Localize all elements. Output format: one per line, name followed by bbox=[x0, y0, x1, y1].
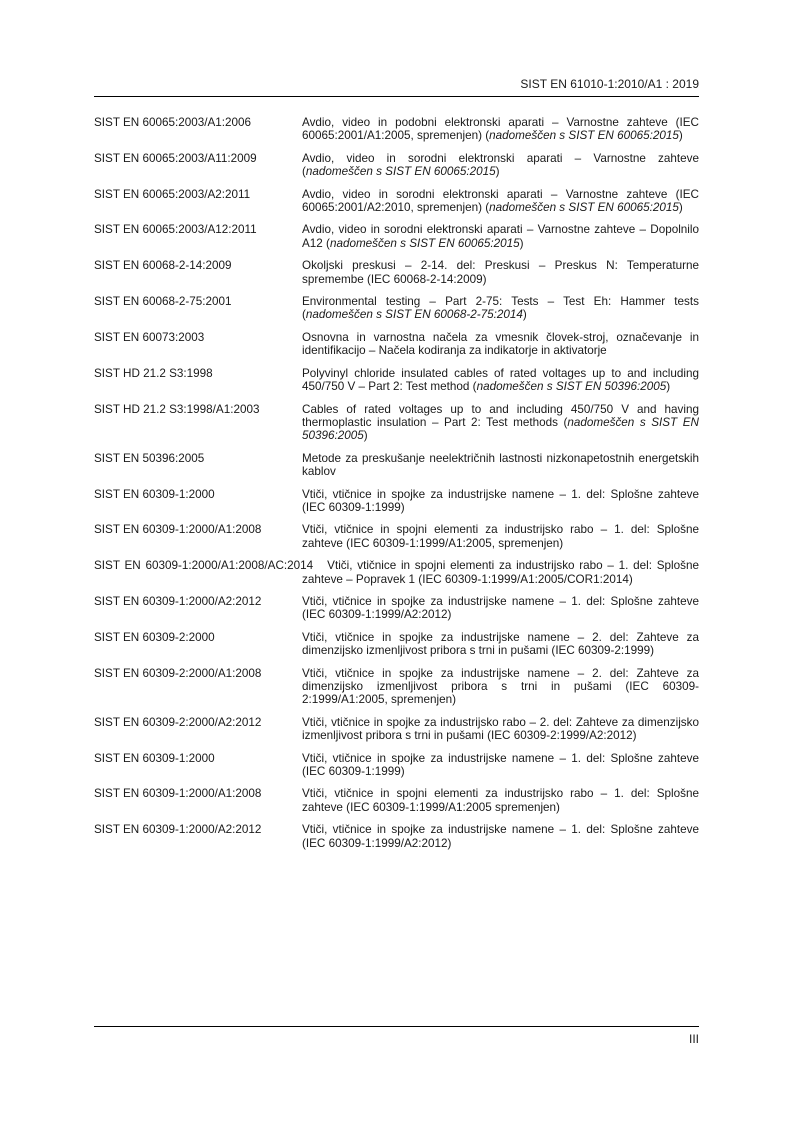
standard-code: SIST EN 60065:2003/A11:2009 bbox=[94, 151, 257, 165]
header-rule bbox=[94, 96, 699, 97]
standard-code: SIST EN 50396:2005 bbox=[94, 451, 205, 465]
standard-title: Okoljski preskusi – 2-14. del: Preskusi – Preskus N: Temperaturne spremembe (IEC 60068-2-14:2009) bbox=[302, 259, 699, 286]
reference-entry bbox=[94, 152, 699, 179]
standard-title: Polyvinyl chloride insulated cables of rated voltages up to and including 450/750 V – Part 2: Test method (nadomeščen s SIST EN 50396:2005) bbox=[302, 366, 699, 394]
standard-code: SIST EN 60065:2003/A12:2011 bbox=[94, 223, 257, 237]
standard-title: Vtiči, vtičnice in spojke za industrijske namene – 2. del: Zahteve za dimenzijsko izmenljivost pribora s trni in pušami (IEC 60309-2:1999/A1:2005, spremenjen) bbox=[302, 666, 699, 707]
reference-entry bbox=[94, 823, 699, 850]
page-number: III bbox=[688, 1032, 699, 1046]
standard-code: SIST EN 60309-1:2000/A1:2008 bbox=[94, 787, 262, 801]
standard-title: Cables of rated voltages up to and including 450/750 V and having thermoplastic insulation – Part 2: Test methods (nadomeščen s SIST EN 50396:2005) bbox=[302, 402, 699, 443]
reference-entry bbox=[94, 331, 699, 358]
reference-entry bbox=[94, 667, 699, 707]
standard-code: SIST EN 60068-2-75:2001 bbox=[94, 295, 232, 309]
standard-title: Vtiči, vtičnice in spojke za industrijsko rabo – 2. del: Zahteve za dimenzijsko izmenljivost pribora s trni in pušami (IEC 60309-2:1999/A2:2012) bbox=[302, 715, 699, 743]
reference-entry bbox=[94, 223, 699, 250]
reference-entry bbox=[94, 116, 699, 143]
standard-title: Vtiči, vtičnice in spojni elementi za industrijsko rabo – 1. del: Splošne zahteve (IEC 60309-1:1999/A1:2005 spremenjen) bbox=[302, 787, 699, 814]
standard-code: SIST EN 60309-1:2000/A2:2012 bbox=[94, 594, 262, 608]
standard-code: SIST HD 21.2 S3:1998 bbox=[94, 366, 213, 380]
standard-title: Environmental testing – Part 2-75: Tests – Test Eh: Hammer tests (nadomeščen s SIST EN 60068-2-75:2014) bbox=[302, 295, 699, 322]
standard-title: Vtiči, vtičnice in spojke za industrijske namene – 2. del: Zahteve za dimenzijsko izmenljivost pribora s trni in pušami (IEC 60309-2:1999) bbox=[302, 630, 699, 658]
reference-entry bbox=[94, 295, 699, 322]
standard-title: Avdio, video in sorodni elektronski aparati – Varnostne zahteve (nadomeščen s SIST EN 60065:2015) bbox=[302, 151, 699, 179]
reference-entry bbox=[94, 403, 699, 443]
standard-code: SIST EN 60309-1:2000/A1:2008/AC:2014 bbox=[94, 559, 314, 573]
reference-entry bbox=[94, 523, 699, 550]
standard-code: SIST EN 60309-1:2000/A2:2012 bbox=[94, 823, 262, 837]
standard-code: SIST HD 21.2 S3:1998/A1:2003 bbox=[94, 402, 260, 416]
reference-entry bbox=[94, 752, 699, 779]
standard-title: Vtiči, vtičnice in spojni elementi za industrijsko rabo – 1. del: Splošne zahteve (IEC 60309-1:1999/A1:2005, spremenjen) bbox=[302, 523, 699, 550]
standard-code: SIST EN 60065:2003/A1:2006 bbox=[94, 116, 252, 129]
standard-title: Avdio, video in podobni elektronski aparati – Varnostne zahteve (IEC 60065:2001/A1:2005, spremenjen) (nadomeščen s SIST EN 60065:2015) bbox=[302, 116, 699, 143]
reference-entry bbox=[94, 631, 699, 658]
reference-entry bbox=[94, 188, 699, 215]
standard-code: SIST EN 60309-1:2000/A1:2008 bbox=[94, 523, 262, 537]
standard-title: Vtiči, vtičnice in spojke za industrijske namene – 1. del: Splošne zahteve (IEC 60309-1:1999/A2:2012) bbox=[302, 594, 699, 622]
standard-title: Vtiči, vtičnice in spojni elementi za industrijsko rabo – 1. del: Splošne zahteve – Popravek 1 (IEC 60309-1:1999/A1:2005/COR1:2014) bbox=[302, 559, 699, 586]
standard-title: Metode za preskušanje neelektričnih lastnosti nizkonapetostnih energetskih kablov bbox=[302, 451, 699, 479]
reference-entry bbox=[94, 716, 699, 743]
reference-entry bbox=[94, 787, 699, 814]
standard-title: Vtiči, vtičnice in spojke za industrijske namene – 1. del: Splošne zahteve (IEC 60309-1:1999) bbox=[302, 487, 699, 514]
standard-code: SIST EN 60065:2003/A2:2011 bbox=[94, 187, 251, 201]
reference-entry bbox=[94, 488, 699, 515]
standard-code: SIST EN 60068-2-14:2009 bbox=[94, 259, 232, 273]
reference-entry bbox=[94, 559, 699, 586]
standard-code: SIST EN 60309-2:2000/A1:2008 bbox=[94, 666, 262, 680]
standard-code: SIST EN 60309-1:2000 bbox=[94, 751, 215, 765]
standard-title: Vtiči, vtičnice in spojke za industrijske namene – 1. del: Splošne zahteve (IEC 60309-1:1999/A2:2012) bbox=[302, 823, 699, 850]
standard-title: Avdio, video in sorodni elektronski aparati – Varnostne zahteve – Dopolnilo A12 (nadomeščen s SIST EN 60065:2015) bbox=[302, 223, 699, 250]
reference-entry bbox=[94, 595, 699, 622]
standard-code: SIST EN 60073:2003 bbox=[94, 330, 205, 344]
standard-code: SIST EN 60309-1:2000 bbox=[94, 487, 215, 501]
standard-code: SIST EN 60309-2:2000 bbox=[94, 630, 215, 644]
standard-title: Avdio, video in sorodni elektronski aparati – Varnostne zahteve (IEC 60065:2001/A2:2010, spremenjen) (nadomeščen s SIST EN 60065:2015) bbox=[302, 187, 699, 215]
standard-title: Vtiči, vtičnice in spojke za industrijske namene – 1. del: Splošne zahteve (IEC 60309-1:1999) bbox=[302, 751, 699, 779]
standard-code: SIST EN 60309-2:2000/A2:2012 bbox=[94, 715, 262, 729]
reference-entry bbox=[94, 452, 699, 479]
footer-rule bbox=[94, 1026, 699, 1027]
reference-entry bbox=[94, 259, 699, 286]
reference-entry bbox=[94, 367, 699, 394]
reference-list bbox=[94, 116, 699, 859]
standard-title: Osnovna in varnostna načela za vmesnik človek-stroj, označevanje in identifikacijo – Načela kodiranja za indikatorje in aktivatorje bbox=[302, 330, 699, 358]
document-id: SIST EN 61010-1:2010/A1 : 2019 bbox=[520, 77, 699, 91]
